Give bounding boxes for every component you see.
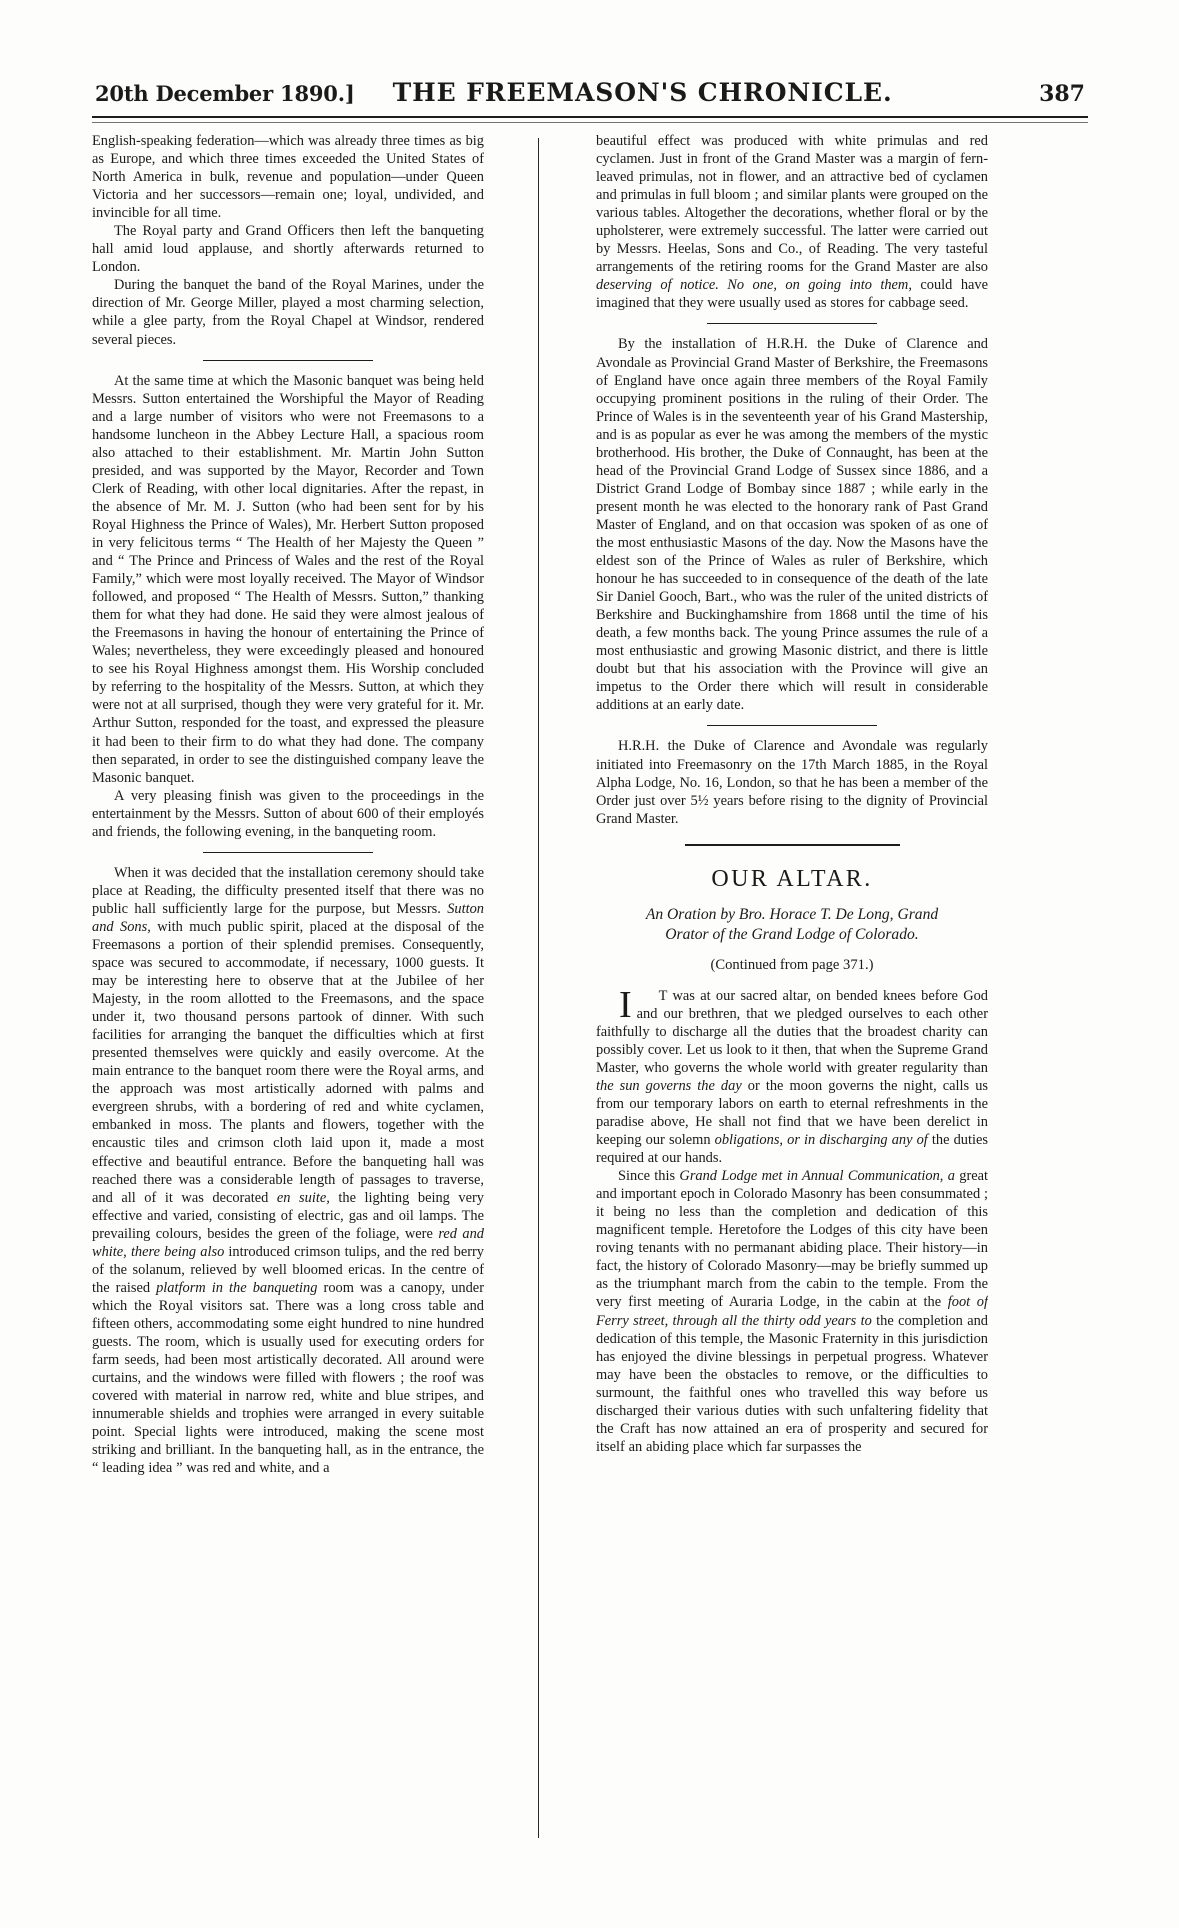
text-run: could have imagined that they were usually used as stores for cabbage seed. <box>596 277 988 312</box>
text-run-italic: foot of Ferry street, through all the thirty odd years to <box>596 1294 988 1329</box>
paragraph: During the banquet the band of the Royal Marines, under the direction of Mr. George Miller, played a most charming selection, while a glee party, from the Royal Chapel at Windsor, rendered several pieces. <box>92 277 484 348</box>
section-rule <box>707 323 877 324</box>
text-run: the lighting being very effective and varied, consisting of electric, gas and oil lamps. The prevailing colours, besides the green of the foliage, were <box>92 1189 484 1242</box>
text-run: , with much public spirit, placed at the disposal of the Freemasons a portion of their splendid premises. Consequently, space was secured to accommodate, if necessary, 1000 guests. It may be interesting here to observe that at the Jubilee of her Majesty, in the room allotted to the Freemasons, and the space under it, two thousand persons partook of dinner. With such facilities for arranging the banquet the difficulties which at first presented themselves were quickly and easily overcome. At the main entrance to the banquet room there were the Royal arms, and the approach was most artistically adorned with palms and evergreen shrubs, with a bordering of red and white cyclamen, embanked in moss. The plants and flowers, together with the encaustic tiles and crimson cloth laid upon it, made a most effective and beautiful entrance. Before the banqueting hall was reached there was a considerable length of passages to traverse, and all of it was decorated <box>92 918 484 1206</box>
section-rule <box>203 360 373 361</box>
text-run: or the moon governs the night, calls us from our temporary labors on earth to eternal refreshments in the paradise above, He shall not find that we have been derelict in keeping our solemn <box>596 1077 988 1149</box>
text-run-italic: Sutton and Sons <box>92 900 484 935</box>
text-run-italic: Grand Lodge met in Annual Communication, a <box>679 1168 955 1185</box>
text-run: introduced crimson tulips, and the red berry of the solanum, relieved by well bloomed ericas. In the centre of the raised <box>92 1243 484 1296</box>
text-run-italic: obligations, or in discharging any of <box>714 1132 928 1149</box>
byline-line-2: Orator of the Grand Lodge of Colorado. <box>665 925 919 943</box>
column-divider <box>538 138 539 1838</box>
text-run-italic: platform in the banqueting <box>156 1279 318 1296</box>
column-left <box>92 132 484 1892</box>
paragraph: By the installation of H.R.H. the Duke of Clarence and Avondale as Provincial Grand Master of Berkshire, the Freemasons of England have once again three members of the Royal Family occupying prominent positions in the ruling of their Order. The Prince of Wales is in the seventeenth year of his Grand Mastership, and is as popular as ever he was among the members of the mystic brotherhood. His brother, the Duke of Connaught, has been at the head of the Provincial Grand Lodge of Sussex since 1886, and a District Grand Lodge of Bombay since 1887 ; while early in the present month he was elected to the honorary rank of Past Grand Master of England, and on that occasion was spoken of as one of the most enthusiastic Masons of the day. Now the Masons have the eldest son of the Prince of Wales as ruler of Berkshire, which honour he has succeeded to in consequence of the death of the late Sir Daniel Gooch, Bart., who was the ruler of the united districts of Berkshire and Buckinghamshire from 1868 until the time of his death, a few months back. The young Prince assumes the rule of a most enthusiastic and growing Masonic district, and there is little doubt but that his association with the Province will give an impetus to the Order there which will result in considerable additions at an early date. <box>596 336 988 714</box>
header-rule-secondary <box>92 122 1088 123</box>
text-run: T was at our sacred altar, on bended knees before God and our brethren, that we pledged ourselves to each other faithfully to discharge all the duties that the broadest charity can possibly cover. Let us look to it then, that when the Supreme Grand Master, who governs the whole world with greater regularity than <box>596 987 988 1076</box>
text-run: beautiful effect was produced with white primulas and red cyclamen. Just in front of the Grand Master was a margin of fern-leaved primulas, not in flower, and an attractive bed of cyclamen and primulas in full bloom ; and similar plants were grouped on the various tables. Altogether the decorations, whether floral or by the upholsterer, were extremely successful. The latter were carried out by Messrs. Heelas, Sons and Co., of Reading. The very tasteful arrangements of the retiring rooms for the Grand Master are also <box>596 133 988 276</box>
header-rule <box>92 116 1088 118</box>
text-run-italic: en suite, <box>276 1189 330 1206</box>
article-byline <box>596 905 988 945</box>
text-run-italic: deserving of notice. No one, on going into them, <box>596 277 912 294</box>
paragraph: A very pleasing finish was given to the proceedings in the entertainment by the Messrs. Sutton of about 600 of their employés and friends, the following evening, in the banqueting room. <box>92 787 484 840</box>
section-rule <box>203 852 373 853</box>
text-run-italic: the sun governs the day <box>596 1077 742 1094</box>
page-number: 387 <box>1039 81 1085 107</box>
issue-date: 20th December 1890.] <box>95 81 355 106</box>
byline-line-1: An Oration by Bro. Horace T. De Long, Grand <box>645 905 939 923</box>
paragraph <box>92 864 484 1478</box>
text-run-italic: red and white, there being also <box>92 1225 484 1260</box>
text-run: When it was decided that the installation ceremony should take place at Reading, the difficulty presented itself that there was no public hall sufficiently large for the purpose, but Messrs. <box>92 864 484 917</box>
article-rule <box>685 844 900 846</box>
paragraph <box>596 132 988 312</box>
text-run: the duties required at our hands. <box>596 1132 988 1167</box>
paragraph: At the same time at which the Masonic banquet was being held Messrs. Sutton entertained the Worshipful the Mayor of Reading and a large number of visitors who were not Freemasons to a handsome luncheon in the Abbey Lecture Hall, a spacious room also attached to their establishment. Mr. Martin John Sutton presided, and was supported by the Mayor, Recorder and Town Clerk of Reading, with other local dignitaries. After the repast, in the absence of Mr. M. J. Sutton (who had been sent for by his Royal Highness the Prince of Wales), Mr. Herbert Sutton proposed in very felicitous terms “ The Health of her Majesty the Queen ” and “ The Prince and Princess of Wales and the rest of the Royal Family,” which were most loyally received. The Mayor of Windsor followed, and proposed “ The Health of Messrs. Sutton,” thanking them for what they had done. He said they were almost jealous of the Freemasons in having the honour of entertaining the Prince of Wales; nevertheless, they were exceedingly pleased and honoured to see his Royal Highness amongst them. His Worship concluded by referring to the hospitality of the Messrs. Sutton, at which they were not at all surprised, though they were very grateful for it. Mr. Arthur Sutton, responded for the toast, and expressed the pleasure it had been to their firm to do what they had done. The company then separated, in order to see the distinguished company leave the Masonic banquet. <box>92 372 484 786</box>
article-title: OUR ALTAR. <box>711 865 873 892</box>
text-columns <box>92 132 1088 1892</box>
text-run: great and important epoch in Colorado Masonry has been consummated ; it being no less than the completion and dedication of this magnificent temple. Heretofore the Lodges of this city have been roving tenants with no permanant abiding place. Their history—in fact, the history of Colorado Masonry—may be briefly summed up as the triumphant march from the cabin to the temple. From the very first meeting of Auraria Lodge, in the cabin at the <box>596 1168 988 1311</box>
text-run: room was a canopy, under which the Royal visitors sat. There was a long cross table and fifteen others, accommodating some eight hundred to nine hundred guests. The room, which is usually used for executing orders for farm seeds, had been most artistically decorated. All around were curtains, and the windows were filled with flowers ; the roof was covered with material in narrow red, white and blue stripes, and innumerable shields and trophies were arranged in every suitable point. Special lights were introduced, making the scene most striking and brilliant. In the banqueting hall, as in the entrance, the “ leading idea ” was red and white, and a <box>92 1279 484 1477</box>
publication-title: THE FREEMASON'S CHRONICLE. <box>392 78 893 107</box>
text-run: Since this <box>618 1168 680 1185</box>
paragraph: The Royal party and Grand Officers then left the banqueting hall amid loud applause, and shortly afterwards returned to London. <box>92 223 484 276</box>
section-rule <box>707 725 877 726</box>
paragraph: English-speaking federation—which was already three times as big as Europe, and which three times exceeded the United States of North America in bulk, revenue and population—under Queen Victoria and her successors—remain one; loyal, undivided, and invincible for all time. <box>92 133 484 222</box>
running-head <box>95 78 1085 118</box>
column-right <box>596 132 988 1892</box>
paragraph <box>596 1167 988 1456</box>
paragraph: H.R.H. the Duke of Clarence and Avondale was regularly initiated into Freemasonry on the 17th March 1885, in the Royal Alpha Lodge, No. 16, London, so that he has been a member of the Order just over 5½ years before rising to the dignity of Provincial Grand Master. <box>596 738 988 827</box>
paragraph <box>596 983 988 1167</box>
drop-cap: I <box>619 983 632 1026</box>
continued-note: (Continued from page 371.) <box>710 956 874 973</box>
text-run: the completion and dedication of this temple, the Masonic Fraternity in this jurisdiction has enjoyed the divine blessings in perpetual progress. Whatever may have been the obstacles to remove, or the difficulties to surmount, the faithful ones who travelled this way before us discharged their various duties with such unfaltering fidelity that the Craft has now attained an era of prosperity and secured for itself an abiding place which far surpasses the <box>596 1312 988 1455</box>
